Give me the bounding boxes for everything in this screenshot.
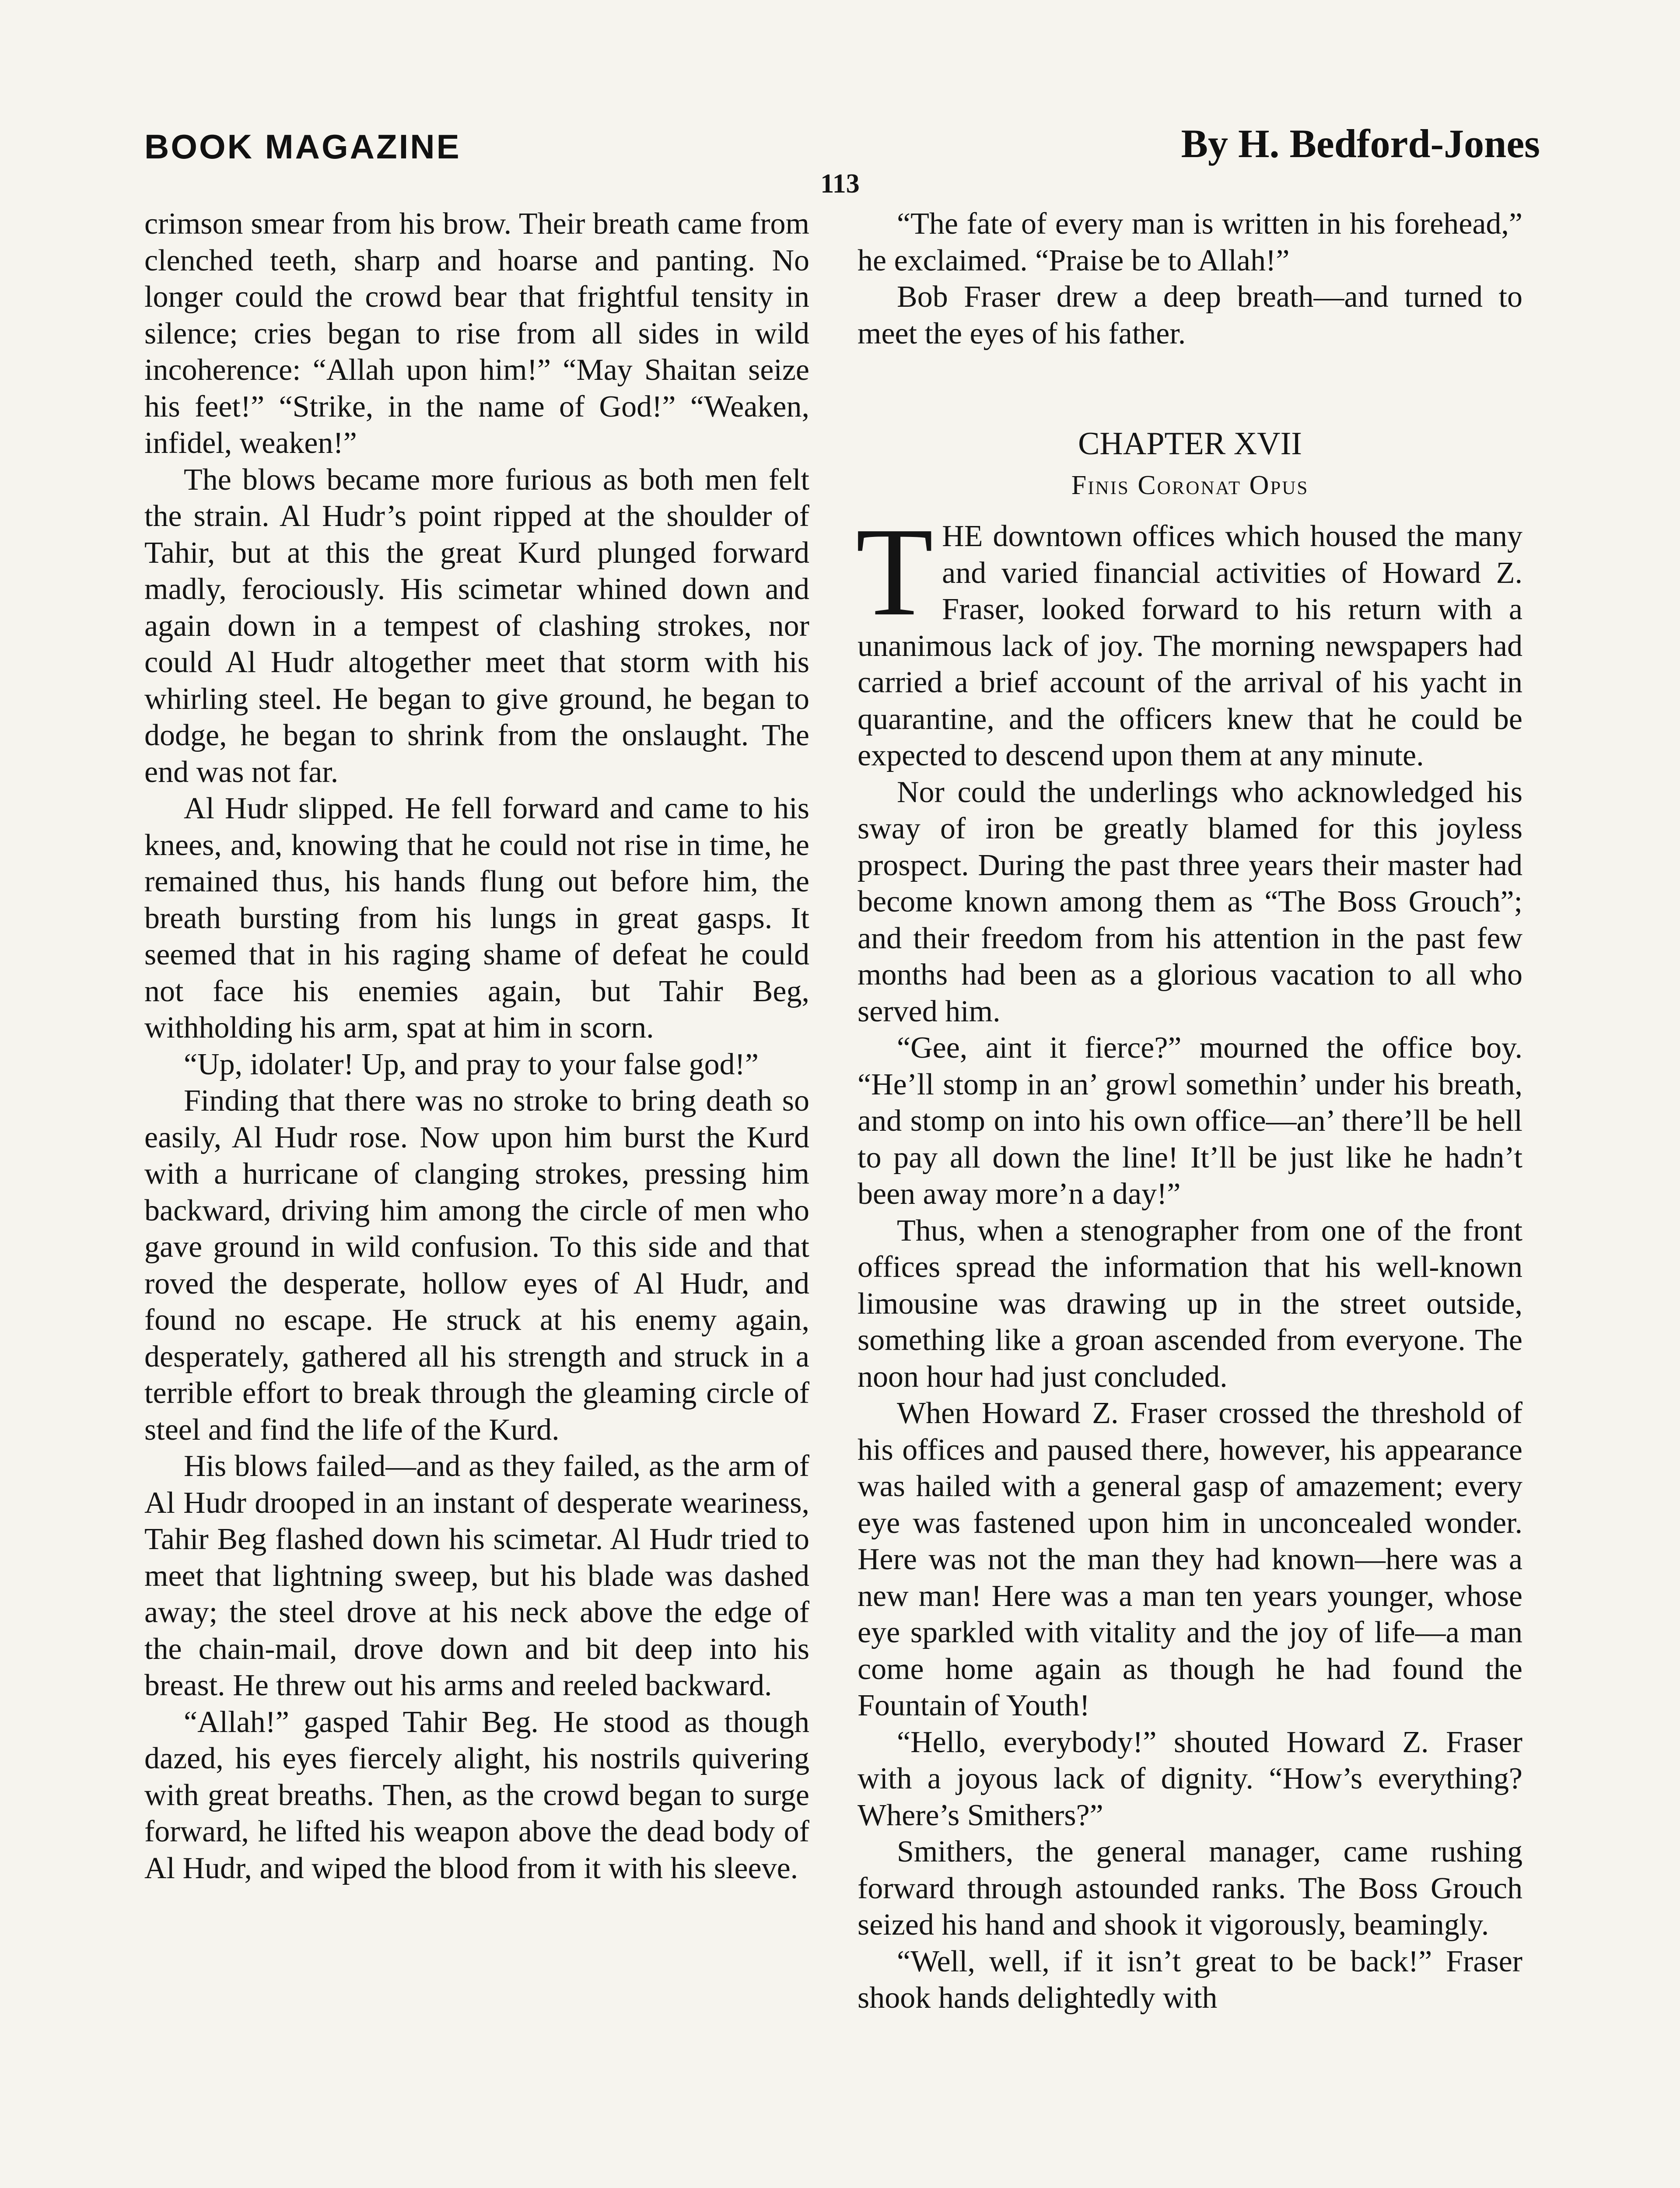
chapter-opening-paragraph bbox=[856, 501, 1522, 774]
paragraph: crimson smear from his brow. Their breath came from clenched teeth, sharp and hoarse and panting. No longer could the crowd bear that frightful tensity in silence; cries began to rise from all sides in wild incoherence: “Allah upon him!” “May Shaitan seize his feet!” “Strike, in the name of God!” “Weaken, infidel, weaken!” bbox=[144, 207, 809, 460]
right-column bbox=[858, 206, 1522, 2016]
paragraph: “Gee, aint it fierce?” mourned the office boy. “He’ll stomp in an’ growl somethin’ under his breath, and stomp on into his own office—an’ there’ll be hell to pay all down the line! It’ll be just like he hadn’t been away more’n a day!” bbox=[858, 1031, 1522, 1211]
chapter-heading: CHAPTER XVII bbox=[1078, 426, 1302, 462]
paragraph: “The fate of every man is written in his forehead,” he exclaimed. “Praise be to Allah!” bbox=[858, 207, 1522, 277]
paragraph: Thus, when a stenographer from one of the front offices spread the information that his well-known limousine was drawing up in the street outside, something like a groan ascended from everyone. The noon hour had just concluded. bbox=[858, 1213, 1522, 1394]
paragraph: Smithers, the general manager, came rushing forward through astounded ranks. The Boss Grouch seized his hand and shook it vigorously, beamingly. bbox=[858, 1835, 1522, 1942]
paragraph: When Howard Z. Fraser crossed the threshold of his offices and paused there, however, his appearance was hailed with a general gasp of amazement; every eye was fastened upon him in unconcealed wonder. Here was not the man they had known—here was a new man! Here was a man ten years younger, whose eye sparkled with vitality and the joy of life—a man come home again as though he had found the Fountain of Youth! bbox=[858, 1396, 1522, 1722]
paragraph: “Well, well, if it isn’t great to be back!” Fraser shook hands delightedly with bbox=[858, 1944, 1522, 2015]
drop-cap: T bbox=[856, 501, 934, 642]
paragraph: “Up, idolater! Up, and pray to your false god!” bbox=[184, 1047, 759, 1081]
paragraph: “Hello, everybody!” shouted Howard Z. Fraser with a joyous lack of dignity. “How’s everything? Where’s Smithers?” bbox=[858, 1725, 1522, 1832]
paragraph: The blows became more furious as both men felt the strain. Al Hudr’s point ripped at the shoulder of Tahir, but at this the great Kurd plunged forward madly, ferociously. His scimetar whined down and again down in a tempest of clashing strokes, nor could Al Hudr altogether meet that storm with his whirling steel. He began to give ground, he began to dodge, he began to shrink from the onslaught. The end was not far. bbox=[144, 463, 809, 789]
paragraph: His blows failed—and as they failed, as the arm of Al Hudr drooped in an instant of desperate weariness, Tahir Beg flashed down his scimetar. Al Hudr tried to meet that lightning sweep, but his blade was dashed away; the steel drove at his neck above the edge of the chain-mail, drove down and bit deep into his breast. He threw out his arms and reeled backward. bbox=[144, 1449, 809, 1702]
paragraph: “Allah!” gasped Tahir Beg. He stood as though dazed, his eyes fiercely alight, his nostrils quivering with great breaths. Then, as the crowd began to surge forward, he lifted his weapon above the dead body of Al Hudr, and wiped the blood from it with his sleeve. bbox=[144, 1705, 809, 1885]
paragraph: Nor could the underlings who acknowledged his sway of iron be greatly blamed for this joyless prospect. During the past three years their master had become known among them as “The Boss Grouch”; and their freedom from his attention in the past few months had been as a glorious vacation to all who served him. bbox=[858, 775, 1522, 1028]
page-number: 113 bbox=[820, 169, 860, 199]
running-header-magazine: BOOK MAGAZINE bbox=[144, 127, 461, 166]
left-column bbox=[144, 206, 809, 1886]
opening-text: HE downtown offices which housed the many and varied financial activities of Howard Z. Fraser, looked forward to his return with a unanimous lack of joy. The morning newspapers had carried a brief account of the arrival of his yacht in quarantine, and the officers knew that he could be expected to descend upon them at any minute. bbox=[858, 519, 1522, 772]
chapter-subtitle: Finis Coronat Opus bbox=[1071, 470, 1309, 500]
paragraph: Al Hudr slipped. He fell forward and came to his knees, and, knowing that he could not rise in time, he remained thus, his hands flung out before him, the breath bursting from his lungs in great gasps. It seemed that in his raging shame of defeat he could not face his enemies again, but Tahir Beg, withholding his arm, spat at him in scorn. bbox=[144, 792, 809, 1045]
running-header-author: By H. Bedford-Jones bbox=[1181, 121, 1540, 166]
paragraph: Finding that there was no stroke to bring death so easily, Al Hudr rose. Now upon him burst the Kurd with a hurricane of clanging strokes, pressing him backward, driving him among the circle of men who gave ground in wild confusion. To this side and that roved the desperate, hollow eyes of Al Hudr, and found no escape. He struck at his enemy again, desperately, gathered all his strength and struck in a terrible effort to break through the gleaming circle of steel and find the life of the Kurd. bbox=[144, 1084, 809, 1447]
paragraph: Bob Fraser drew a deep breath—and turned to meet the eyes of his father. bbox=[858, 280, 1522, 351]
